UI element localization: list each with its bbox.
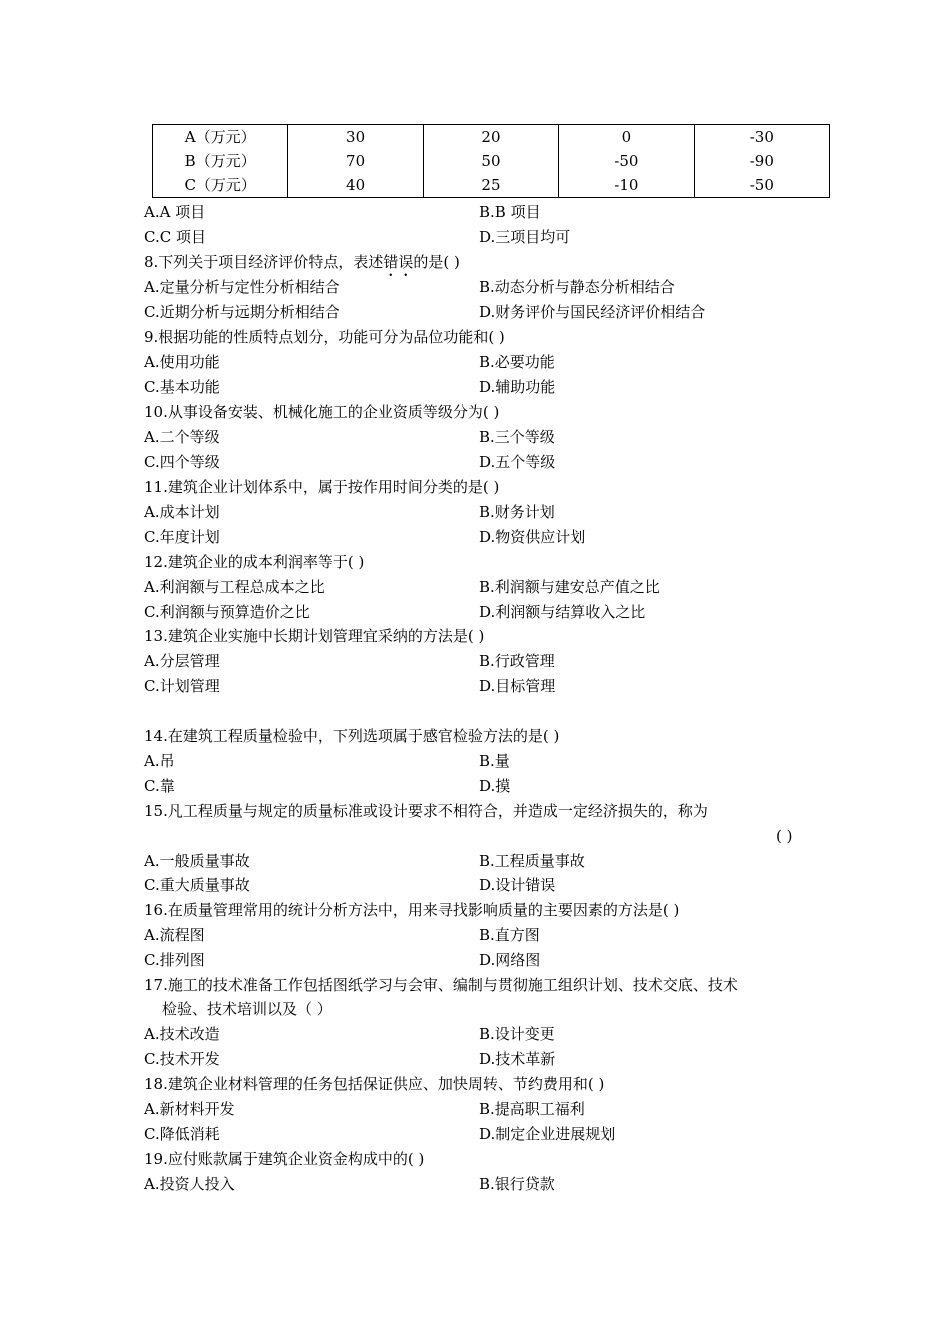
option-b: B.动态分析与静态分析相结合	[479, 278, 675, 296]
option-d: D.辅助功能	[479, 378, 556, 396]
option-a: A.二个等级	[144, 428, 220, 446]
option-b: B.工程质量事故	[479, 852, 585, 870]
question-18-stem: 18.建筑企业材料管理的任务包括保证供应、加快周转、节约费用和( )	[144, 1075, 605, 1093]
option-c: C.年度计划	[144, 528, 220, 546]
option-d: D.摸	[479, 777, 511, 795]
option-a: A.A 项目	[144, 203, 206, 221]
answer-paren: ( )	[776, 827, 793, 845]
option-b: B.行政管理	[479, 652, 555, 670]
option-d: D.技术革新	[479, 1050, 556, 1068]
emphasized-word: 错误	[383, 253, 414, 271]
table-cell: 70	[288, 149, 423, 173]
question-13-stem: 13.建筑企业实施中长期计划管理宜采纳的方法是( )	[144, 627, 485, 645]
option-c: C.利润额与预算造价之比	[144, 603, 310, 621]
table-cell: -90	[694, 149, 829, 173]
option-c: C.四个等级	[144, 453, 220, 471]
question-17-stem-cont: 检验、技术培训以及（ ）	[162, 1000, 332, 1018]
option-a: A.利润额与工程总成本之比	[144, 578, 325, 596]
option-b: B.三个等级	[479, 428, 555, 446]
table-cell: 30	[288, 125, 423, 150]
option-b: B.利润额与建安总产值之比	[479, 578, 660, 596]
option-a: A.一般质量事故	[144, 852, 250, 870]
option-b: B.提高职工福利	[479, 1100, 585, 1118]
project-table	[152, 124, 830, 198]
option-a: A.新材料开发	[144, 1100, 235, 1118]
question-10-stem: 10.从事设备安装、机械化施工的企业资质等级分为( )	[144, 403, 500, 421]
question-17-stem: 17.施工的技术准备工作包括图纸学习与会审、编制与贯彻施工组织计划、技术交底、技术	[144, 976, 738, 994]
option-d: D.五个等级	[479, 453, 556, 471]
option-b: B.B 项目	[479, 203, 541, 221]
option-c: C.近期分析与远期分析相结合	[144, 303, 340, 321]
table-cell: -30	[694, 125, 829, 150]
question-15-stem: 15.凡工程质量与规定的质量标准或设计要求不相符合，并造成一定经济损失的，称为	[144, 802, 708, 820]
table-cell: -10	[559, 173, 694, 198]
option-a: A.投资人投入	[144, 1175, 235, 1193]
option-b: B.银行贷款	[479, 1175, 555, 1193]
table-cell: -50	[694, 173, 829, 198]
option-c: C.重大质量事故	[144, 876, 250, 894]
option-d: D.制定企业进展规划	[479, 1125, 616, 1143]
table-cell: C（万元）	[153, 173, 288, 198]
question-14-stem: 14.在建筑工程质量检验中，下列选项属于感官检验方法的是( )	[144, 727, 560, 745]
option-b: B.必要功能	[479, 353, 555, 371]
option-d: D.目标管理	[479, 677, 556, 695]
option-c: C.计划管理	[144, 677, 220, 695]
option-d: D.物资供应计划	[479, 528, 586, 546]
option-a: A.分层管理	[144, 652, 220, 670]
option-c: C.基本功能	[144, 378, 220, 396]
option-a: A.流程图	[144, 926, 205, 944]
table-cell: 25	[423, 173, 558, 198]
option-c: C.降低消耗	[144, 1125, 220, 1143]
question-19-stem: 19.应付账款属于建筑企业资金构成中的( )	[144, 1150, 425, 1168]
option-b: B.财务计划	[479, 503, 555, 521]
table-cell: 0	[559, 125, 694, 150]
table-row	[153, 125, 830, 150]
table-cell: 40	[288, 173, 423, 198]
option-d: D.网络图	[479, 951, 541, 969]
option-d: D.设计错误	[479, 876, 556, 894]
option-d: D.三项目均可	[479, 228, 571, 246]
option-d: D.财务评价与国民经济评价相结合	[479, 303, 706, 321]
option-a: A.使用功能	[144, 353, 220, 371]
question-12-stem: 12.建筑企业的成本利润率等于( )	[144, 553, 365, 571]
table-cell: A（万元）	[153, 125, 288, 150]
option-c: C.靠	[144, 777, 175, 795]
option-c: C.C 项目	[144, 228, 206, 246]
question-16-stem: 16.在质量管理常用的统计分析方法中，用来寻找影响质量的主要因素的方法是( )	[144, 901, 680, 919]
question-8-stem: 8.下列关于项目经济评价特点，表述错误的是( )	[144, 253, 460, 271]
option-b: B.设计变更	[479, 1025, 555, 1043]
question-9-stem: 9.根据功能的性质特点划分，功能可分为品位功能和( )	[144, 328, 505, 346]
option-b: B.直方图	[479, 926, 540, 944]
question-11-stem: 11.建筑企业计划体系中，属于按作用时间分类的是( )	[144, 478, 500, 496]
option-b: B.量	[479, 752, 510, 770]
table-cell: 50	[423, 149, 558, 173]
table-cell: 20	[423, 125, 558, 150]
option-d: D.利润额与结算收入之比	[479, 603, 646, 621]
option-a: A.吊	[144, 752, 175, 770]
option-a: A.定量分析与定性分析相结合	[144, 278, 340, 296]
option-c: C.技术开发	[144, 1050, 220, 1068]
table-cell: -50	[559, 149, 694, 173]
option-c: C.排列图	[144, 951, 205, 969]
option-a: A.技术改造	[144, 1025, 220, 1043]
table-row	[153, 149, 830, 173]
table-cell: B（万元）	[153, 149, 288, 173]
table-row	[153, 173, 830, 198]
option-a: A.成本计划	[144, 503, 220, 521]
